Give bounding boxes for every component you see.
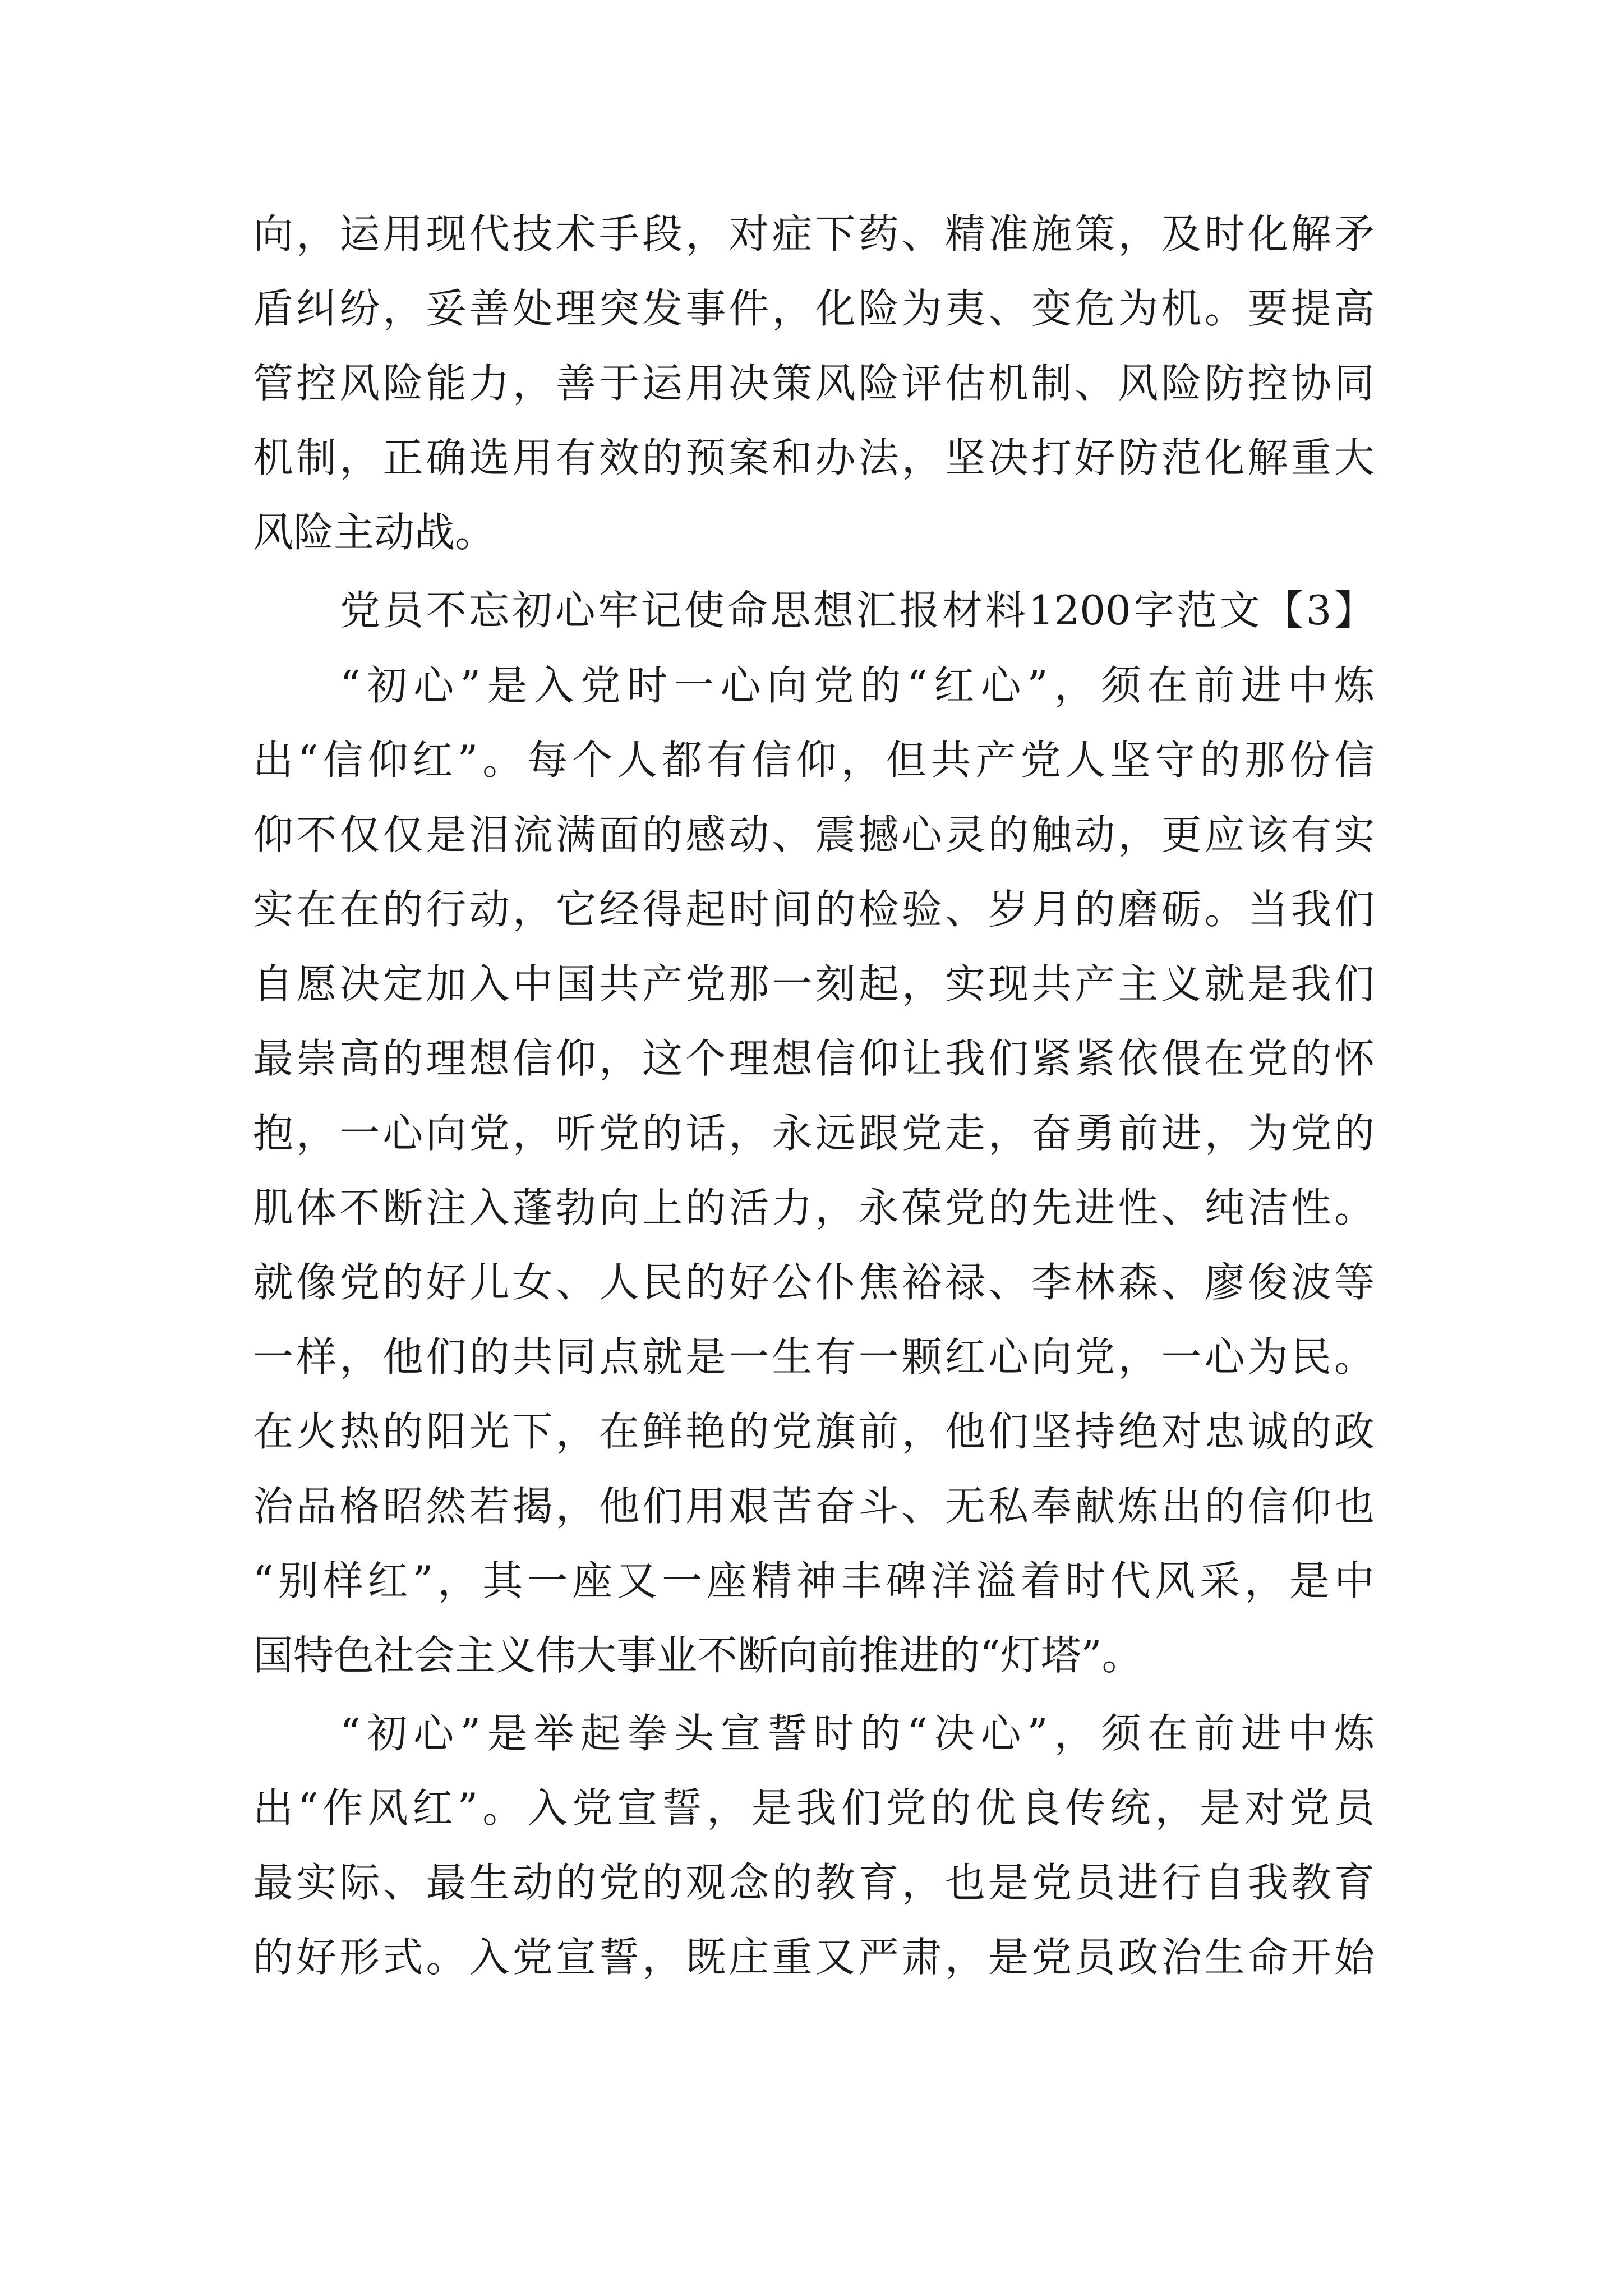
body-text-line: “别样红”，其一座又一座精神丰碑洋溢着时代风采，是中 (253, 1557, 1375, 1604)
body-text-line: 抱，一心向党，听党的话，永远跟党走，奋勇前进，为党的 (253, 1110, 1375, 1157)
body-text-line: 就像党的好儿女、人民的好公仆焦裕禄、李林森、廖俊波等 (253, 1259, 1375, 1306)
body-text-line: 出“信仰红”。每个人都有信仰，但共产党人坚守的那份信 (253, 737, 1375, 784)
body-text-line: 一样，他们的共同点就是一生有一颗红心向党，一心为民。 (253, 1333, 1375, 1381)
body-text-line: 风险主动战。 (253, 509, 496, 556)
body-text-line: 自愿决定加入中国共产党那一刻起，实现共产主义就是我们 (253, 960, 1375, 1007)
body-text-line: 国特色社会主义伟大事业不断向前推进的“灯塔”。 (253, 1632, 1142, 1679)
body-text-line: 盾纠纷，妥善处理突发事件，化险为夷、变危为机。要提高 (253, 285, 1375, 332)
body-text-line: 肌体不断注入蓬勃向上的活力，永葆党的先进性、纯洁性。 (253, 1184, 1375, 1231)
body-text-line: 在火热的阳光下，在鲜艳的党旗前，他们坚持绝对忠诚的政 (253, 1408, 1375, 1455)
body-text-line: 出“作风红”。入党宣誓，是我们党的优良传统，是对党员 (253, 1784, 1375, 1832)
body-text-line: 实在在的行动，它经得起时间的检验、岁月的磨砺。当我们 (253, 886, 1375, 933)
body-text-line: 机制，正确选用有效的预案和办法，坚决打好防范化解重大 (253, 434, 1375, 481)
paragraph-first-line: “初心”是入党时一心向党的“红心”，须在前进中炼 (340, 662, 1375, 709)
body-text-line: 最实际、最生动的党的观念的教育，也是党员进行自我教育 (253, 1859, 1375, 1906)
body-text-line: 的好形式。入党宣誓，既庄重又严肃，是党员政治生命开始 (253, 1934, 1375, 1981)
section-heading: 党员不忘初心牢记使命思想汇报材料1200字范文【3】 (340, 587, 1375, 634)
body-text-line: 向，运用现代技术手段，对症下药、精准施策，及时化解矛 (253, 210, 1375, 257)
body-text-line: 治品格昭然若揭，他们用艰苦奋斗、无私奉献炼出的信仰也 (253, 1483, 1375, 1530)
body-text-line: 最崇高的理想信仰，这个理想信仰让我们紧紧依偎在党的怀 (253, 1035, 1375, 1082)
body-text-line: 管控风险能力，善于运用决策风险评估机制、风险防控协同 (253, 360, 1375, 407)
body-text-line: 仰不仅仅是泪流满面的感动、震撼心灵的触动，更应该有实 (253, 811, 1375, 858)
paragraph-first-line: “初心”是举起拳头宣誓时的“决心”，须在前进中炼 (340, 1710, 1375, 1757)
